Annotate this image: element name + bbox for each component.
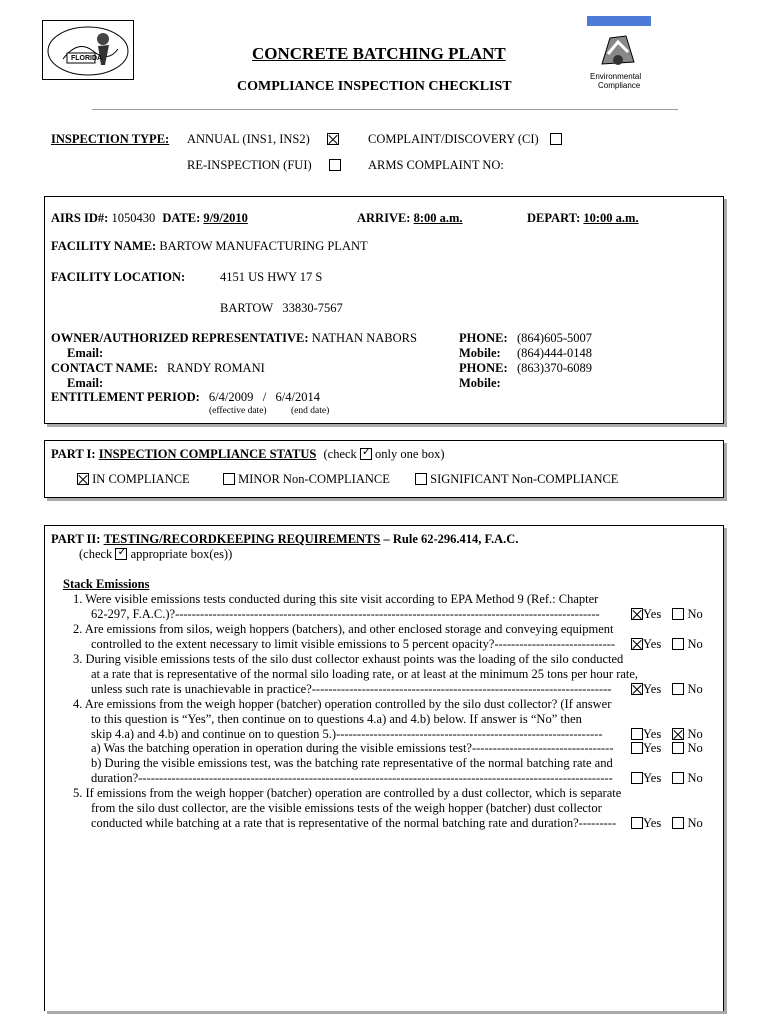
page-subtitle: COMPLIANCE INSPECTION CHECKLIST [237,79,512,94]
q4-no-checkbox[interactable] [672,728,684,740]
significant-noncompliance-checkbox[interactable] [415,473,427,485]
contact-value: RANDY ROMANI [166,361,265,375]
in-compliance-option[interactable]: IN COMPLIANCE [77,472,190,487]
check-legend-icon [360,448,372,460]
arrive-value: 8:00 a.m. [413,211,463,225]
entitlement-row: ENTITLEMENT PERIOD: 6/4/2009 / 6/4/2014 [51,390,321,404]
phone-label-1: PHONE: [459,331,508,345]
email-label-2: Email: [67,376,104,390]
complaint-checkbox[interactable] [550,133,562,145]
q4b-answer: Yes No [631,771,703,786]
contact-row: CONTACT NAME: RANDY ROMANI [51,361,265,375]
annual-label: ANNUAL (INS1, INS2) [187,132,310,146]
phone-label-2: PHONE: [459,361,508,375]
mobile-label-1: Mobile: [459,346,501,360]
environmental-compliance-logo [596,30,640,70]
reinspection-option[interactable] [187,158,341,173]
q5-no-checkbox[interactable] [672,817,684,829]
question-1: 1. Were visible emissions tests conducted during this site visit according to EPA Method 9 (Ref.: Chapter 62-297, F.A.C.)?------------------------------------------------------------------------------------------------------ [73,592,600,621]
header-color-bar [587,16,651,26]
address-line2: BARTOW 33830-7567 [220,301,343,315]
date-value: 9/9/2010 [203,211,248,225]
mobile-value-1: (864)444-0148 [517,346,592,360]
complaint-option[interactable] [368,132,562,147]
facility-location-label: FACILITY LOCATION: [51,270,186,284]
q2-no-checkbox[interactable] [672,638,684,650]
stack-emissions-heading: Stack Emissions [63,577,150,591]
q4a-no-checkbox[interactable] [672,742,684,754]
facility-info-box [44,196,724,424]
question-5: 5. If emissions from the weigh hopper (batcher) operation are controlled by a dust collector, which is separate from the silo dust collector, are the visible emissions tests of the weigh hopper (batcher) dust collector conducted while batching at a rate that is representative of the normal batching rate and duration?--------- [73,786,622,830]
q4-answer: Yes No [631,727,703,742]
in-compliance-checkbox[interactable] [77,473,89,485]
q4b-yes-checkbox[interactable] [631,772,643,784]
part2-check-note: (check ✓ appropriate box(es)) [79,547,232,562]
phone-value-1: (864)605-5007 [517,331,592,345]
reinspection-label: RE-INSPECTION (FUI) [187,158,312,172]
airs-id-value: 1050430 [111,211,156,225]
q5-yes-checkbox[interactable] [631,817,643,829]
seal-text: FLORIDA [71,55,103,62]
owner-row: OWNER/AUTHORIZED REPRESENTATIVE: NATHAN NABORS [51,331,417,345]
q4a-yes-checkbox[interactable] [631,742,643,754]
part2-box [44,525,724,1011]
q1-no-checkbox[interactable] [672,608,684,620]
entitlement-value: 6/4/2009 / 6/4/2014 [208,390,321,404]
depart-value: 10:00 a.m. [583,211,639,225]
minor-noncompliance-option[interactable]: MINOR Non-COMPLIANCE [223,472,390,487]
q3-no-checkbox[interactable] [672,683,684,695]
compliance-emblem-icon [596,30,640,70]
q1-yes-checkbox[interactable] [631,608,643,620]
question-3: 3. During visible emissions tests of the silo dust collector exhaust points was the loading of the silo conducted at a rate that is representative of the normal silo loading rate, or at least at the minimum 25 tons per hour rate, unless such rate is unachievable in practice?------------------------------------------------------------------------ [73,652,639,696]
phone-value-2: (863)370-6089 [517,361,592,375]
question-2: 2. Are emissions from silos, weigh hoppers (batchers), and other enclosed storage and conveying equipment controlled to the extent necessary to limit visible emissions to 5 percent opacity?----------------------------- [73,622,616,651]
q1-answer: Yes No [631,607,703,622]
compliance-logo-line1: Environmental [590,72,642,81]
part1-title: PART I: INSPECTION COMPLIANCE STATUS (check ✓ only one box) [51,447,444,462]
q3-answer: Yes No [631,682,703,697]
significant-noncompliance-option[interactable]: SIGNIFICANT Non-COMPLIANCE [415,472,618,487]
owner-value: NATHAN NABORS [311,331,417,345]
compliance-logo-line2: Compliance [598,81,641,90]
facility-name: FACILITY NAME: BARTOW MANUFACTURING PLANT [51,239,368,253]
email-label-1: Email: [67,346,104,360]
part2-title: PART II: TESTING/RECORDKEEPING REQUIREMENTS – Rule 62-296.414, F.A.C. [51,532,519,546]
part1-box [44,440,724,498]
page-title: CONCRETE BATCHING PLANT [252,44,506,63]
annual-checkbox[interactable] [327,133,339,145]
q4b-no-checkbox[interactable] [672,772,684,784]
minor-noncompliance-checkbox[interactable] [223,473,235,485]
mobile-label-2: Mobile: [459,376,501,390]
facility-name-value: BARTOW MANUFACTURING PLANT [159,239,368,253]
complaint-label: COMPLAINT/DISCOVERY (CI) [368,132,539,146]
q3-yes-checkbox[interactable] [631,683,643,695]
inspection-type-label: INSPECTION TYPE: [51,132,170,146]
florida-dep-seal [42,20,134,80]
check-legend-icon-2 [115,548,127,560]
effective-date-label: (effective date) [209,406,267,416]
q5-answer: Yes No [631,816,703,831]
q4a-answer: Yes No [631,741,703,756]
question-4a: a) Was the batching operation in operation during the visible emissions test?---------------------------------- [91,741,614,755]
question-4: 4. Are emissions from the weigh hopper (batcher) operation controlled by the silo dust collector? (If answer to this question is “Yes”, then continue on to questions 4.a) and 4.b) below. If answer is “No” then skip 4.a) and 4.b) and continue on to question 5.)---------------------------------------------------------------- [73,697,612,741]
seal-icon [43,21,133,79]
address-line1: 4151 US HWY 17 S [220,270,323,284]
q2-answer: Yes No [631,637,703,652]
airs-id: AIRS ID#: 1050430 DATE: 9/9/2010 [51,211,248,225]
header-divider [92,109,678,110]
depart-time: DEPART: 10:00 a.m. [527,211,639,225]
arrive-time: ARRIVE: 8:00 a.m. [357,211,463,225]
arms-complaint-label: ARMS COMPLAINT NO: [368,158,504,172]
annual-option[interactable] [187,132,339,147]
question-4b: b) During the visible emissions test, was the batching rate representative of the normal batching rate and duration?------------------------------------------------------------------------------------------------------------------ [91,756,613,785]
reinspection-checkbox[interactable] [329,159,341,171]
q2-yes-checkbox[interactable] [631,638,643,650]
end-date-label: (end date) [291,406,330,416]
q4-yes-checkbox[interactable] [631,728,643,740]
